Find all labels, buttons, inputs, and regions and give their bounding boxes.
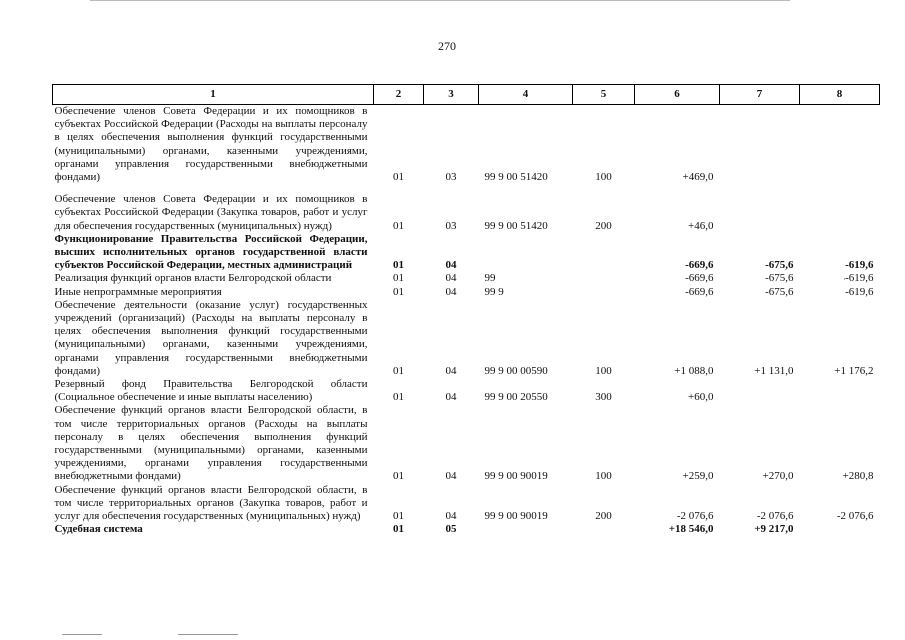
row-subsection-code: 04 (445, 259, 457, 272)
table-row (53, 193, 880, 233)
row-amount-year-1: +18 546,0 (668, 523, 714, 536)
table-row (53, 233, 880, 273)
row-description: Функционирование Правительства Российской Федерации, высших исполнительных органов государственной власти субъектов Российской Федерации, местных администраций (54, 232, 368, 272)
row-description: Обеспечение функций органов власти Белгородской области, в том числе территориальных органов (Расходы на выплаты персоналу в целях обеспечения выполнения функций государственными (муниципальными) органами, казенными учреждениями, органами управления государственными внебюджетными фондами) (54, 404, 368, 483)
row-amount-year-1: +469,0 (682, 171, 714, 184)
row-target-article: 99 9 (484, 285, 504, 298)
row-description: Обеспечение функций органов власти Белгородской области, в том числе территориальных органов (Закупка товаров, работ и услуг для обеспечения государственных (муниципальных) нужд) (54, 483, 368, 523)
row-section-code: 01 (393, 285, 404, 298)
row-amount-year-3: +280,8 (842, 470, 874, 483)
row-amount-year-2 (720, 193, 800, 233)
header-row (53, 85, 880, 105)
row-amount-year-1: +1 088,0 (674, 364, 714, 377)
row-description: Обеспечение членов Совета Федерации и их помощников в субъектах Российской Федерации (Расходы на выплаты персоналу в целях обеспечения выполнения функций государственными (муниципальными) органами, казенными учреждениями, органами управления государственными внебюджетными фондами) (54, 105, 368, 184)
row-amount-year-2: +270,0 (762, 470, 794, 483)
row-section-code: 01 (393, 219, 404, 232)
row-section-code: 01 (393, 259, 404, 272)
row-amount-year-1: +259,0 (682, 470, 714, 483)
row-target-article: 99 (484, 272, 496, 285)
row-amount-year-2: -675,6 (765, 272, 794, 285)
row-amount-year-2 (720, 105, 800, 185)
row-amount-year-2: +1 131,0 (754, 364, 794, 377)
scan-speck: · (843, 275, 846, 284)
row-target-article: 99 9 00 00590 (484, 364, 548, 377)
row-amount-year-3: -619,6 (845, 272, 874, 285)
row-amount-year-3: -619,6 (845, 285, 874, 298)
row-amount-year-1: +60,0 (688, 391, 714, 404)
table-row (53, 105, 880, 185)
row-expense-type: 100 (595, 364, 612, 377)
row-amount-year-3 (800, 193, 880, 233)
row-section-code: 01 (393, 510, 404, 523)
header-col-3: 3 (424, 85, 479, 105)
row-expense-type: 200 (595, 219, 612, 232)
row-target-article: 99 9 00 90019 (484, 470, 548, 483)
row-amount-year-3 (800, 523, 880, 536)
table-row (53, 378, 880, 404)
row-amount-year-3: +1 176,2 (834, 364, 874, 377)
row-amount-year-2: -675,6 (765, 259, 794, 272)
row-amount-year-3 (800, 378, 880, 404)
table-row (53, 286, 880, 299)
row-description: Обеспечение членов Совета Федерации и их помощников в субъектах Российской Федерации (Закупка товаров, работ и услуг для обеспечения государственных (муниципальных) нужд) (54, 193, 368, 232)
header-col-5: 5 (573, 85, 635, 105)
table-row (53, 523, 880, 536)
row-subsection-code: 04 (445, 510, 457, 523)
row-target-article: 99 9 00 20550 (484, 391, 548, 404)
row-section-code: 01 (393, 171, 404, 184)
row-amount-year-3: -2 076,6 (836, 510, 874, 523)
row-subsection-code: 03 (445, 219, 457, 232)
row-expense-type (573, 272, 635, 285)
row-section-code: 01 (393, 470, 404, 483)
row-subsection-code: 05 (445, 523, 457, 536)
table-row (53, 404, 880, 483)
table-row (53, 484, 880, 524)
row-amount-year-1: -669,6 (685, 272, 714, 285)
row-expense-type: 100 (595, 470, 612, 483)
row-target-article: 99 9 00 51420 (484, 171, 548, 184)
row-amount-year-2: -2 076,6 (756, 510, 794, 523)
row-description: Резервный фонд Правительства Белгородской области (Социальное обеспечение и иные выплаты населению) (54, 378, 368, 404)
row-amount-year-2: +9 217,0 (754, 523, 794, 536)
row-section-code: 01 (393, 523, 404, 536)
row-description: Реализация функций органов власти Белгородской области (54, 272, 332, 285)
row-subsection-code: 04 (445, 391, 457, 404)
header-col-7: 7 (720, 85, 800, 105)
table-row (53, 272, 880, 285)
page-number: 270 (438, 39, 456, 53)
row-target-article (479, 523, 573, 536)
row-expense-type: 200 (595, 510, 612, 523)
row-target-article: 99 9 00 90019 (484, 510, 548, 523)
table-row (53, 299, 880, 378)
row-section-code: 01 (393, 272, 404, 285)
row-amount-year-1: +46,0 (688, 219, 714, 232)
row-description: Судебная система (54, 523, 143, 536)
row-amount-year-1: -669,6 (685, 259, 714, 272)
row-section-code: 01 (393, 364, 404, 377)
row-expense-type: 300 (595, 391, 612, 404)
bottom-scan-mark (178, 634, 238, 635)
row-target-article: 99 9 00 51420 (484, 219, 548, 232)
header-col-8: 8 (800, 85, 880, 105)
row-amount-year-2 (720, 378, 800, 404)
budget-table (52, 84, 880, 537)
row-target-article (479, 233, 573, 273)
row-amount-year-1: -669,6 (685, 285, 714, 298)
row-expense-type (573, 233, 635, 273)
row-expense-type (573, 286, 635, 299)
row-spacer (53, 184, 880, 193)
row-subsection-code: 04 (445, 364, 457, 377)
header-col-4: 4 (479, 85, 573, 105)
row-subsection-code: 04 (445, 272, 457, 285)
table-header (53, 85, 880, 105)
top-scan-rule (90, 0, 790, 1)
row-amount-year-3: -619,6 (845, 259, 874, 272)
row-section-code: 01 (393, 391, 404, 404)
row-amount-year-2: -675,6 (765, 285, 794, 298)
row-spacer-cell (53, 184, 880, 193)
header-col-1: 1 (53, 85, 374, 105)
row-expense-type (573, 523, 635, 536)
row-description: Иные непрограммные мероприятия (54, 285, 222, 298)
header-col-2: 2 (374, 85, 424, 105)
row-amount-year-1: -2 076,6 (676, 510, 714, 523)
row-expense-type: 100 (595, 171, 612, 184)
row-subsection-code: 03 (445, 171, 457, 184)
row-subsection-code: 04 (445, 285, 457, 298)
table-body (53, 105, 880, 537)
header-col-6: 6 (635, 85, 720, 105)
bottom-scan-mark (62, 634, 102, 635)
row-amount-year-3 (800, 105, 880, 185)
row-subsection-code: 04 (445, 470, 457, 483)
row-description: Обеспечение деятельности (оказание услуг) государственных учреждений (организаций) (Расходы на выплаты персоналу в целях обеспечения выполнения функций государственными (муниципальными) органами, казенными учреждениями, органами управления государственными внебюджетными фондами) (54, 298, 368, 377)
